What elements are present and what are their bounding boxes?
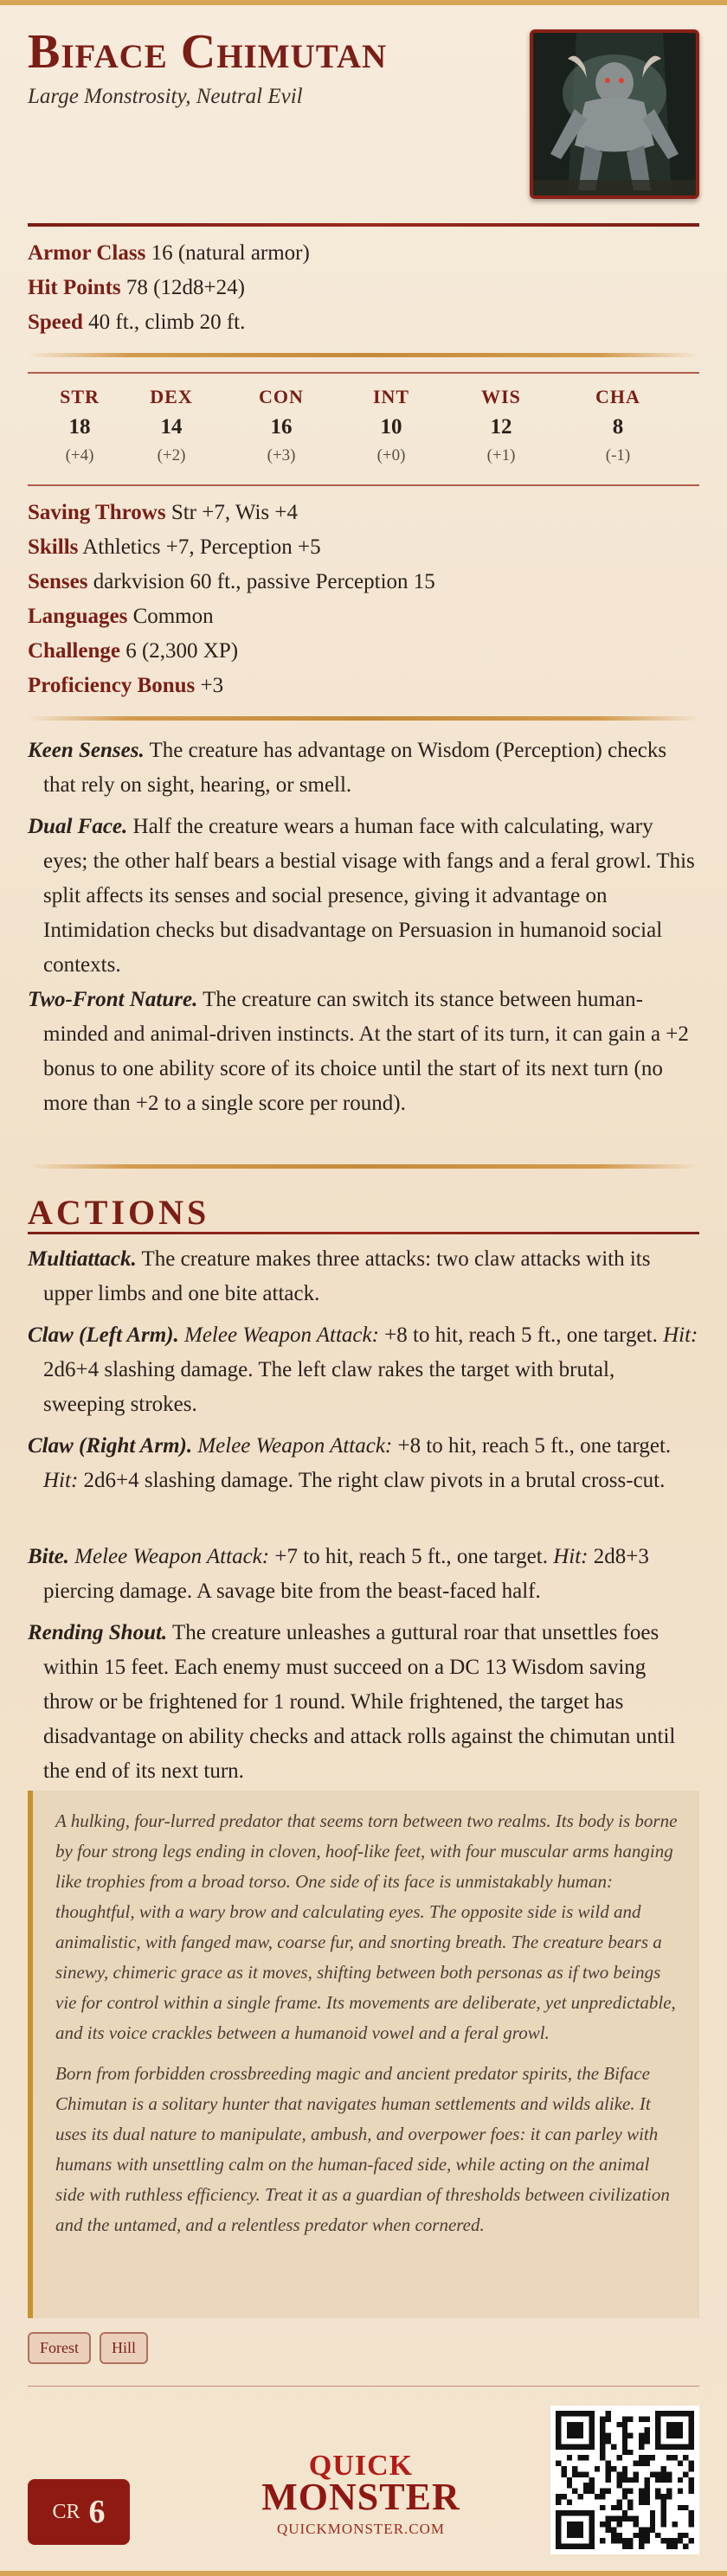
trait-text: The creature can switch its stance between human-minded and animal-driven instincts. At the start of its turn, it can gain a +2 bonus to one ability score of its choice until the start of its next turn (no more than +2 to a single score per round).	[43, 988, 689, 1115]
skills	[28, 535, 321, 561]
action-name: Claw (Left Arm).	[28, 1323, 179, 1347]
ability-name: WIS	[481, 386, 521, 407]
divider	[28, 716, 699, 721]
quickmonster-logo[interactable]	[244, 2450, 478, 2538]
ability-name: STR	[60, 386, 100, 407]
ability-modifier: (+4)	[65, 446, 94, 465]
actions-divider	[28, 1232, 699, 1234]
ability-score: 18	[68, 415, 91, 439]
ability-score: 10	[380, 415, 402, 439]
senses-value: darkvision 60 ft., passive Perception 15	[93, 570, 435, 593]
trait-name: Dual Face.	[28, 815, 128, 838]
challenge-label: Challenge	[28, 639, 120, 663]
action-multiattack	[28, 1242, 699, 1311]
trait-dual-face	[28, 810, 699, 983]
qr-code-image	[556, 2411, 694, 2549]
ability-str	[28, 386, 132, 465]
lore-box	[28, 1791, 699, 2318]
action-name: Bite.	[28, 1545, 69, 1568]
trait-two-front-nature	[28, 983, 699, 1121]
saving-throws	[28, 500, 298, 526]
cr-label: CR	[52, 2500, 80, 2523]
tag-hill[interactable]: Hill	[100, 2332, 148, 2364]
ability-top-line	[28, 372, 699, 374]
logo-line1: QUICK	[308, 2450, 414, 2482]
action-name: Rending Shout.	[28, 1621, 168, 1644]
languages	[28, 604, 214, 630]
ability-cha	[566, 386, 670, 465]
ability-bottom-line	[28, 484, 699, 486]
senses-label: Senses	[28, 570, 88, 593]
ability-score: 16	[270, 415, 293, 439]
action-damage: 2d6+4 slashing damage. The left claw rakes the target with brutal, sweeping strokes.	[43, 1358, 615, 1416]
ability-name: INT	[372, 386, 410, 407]
actions-heading: ACTIONS	[28, 1193, 210, 1232]
monster-type: Large Monstrosity, Neutral Evil	[28, 85, 303, 108]
languages-label: Languages	[28, 605, 128, 628]
ability-name: CON	[259, 386, 304, 407]
hit-label: Hit:	[663, 1323, 698, 1347]
ability-modifier: (+2)	[157, 446, 186, 465]
ability-modifier: (+0)	[376, 446, 406, 465]
environment-tags	[28, 2332, 157, 2364]
ability-score: 12	[490, 415, 512, 439]
trait-name: Two-Front Nature.	[28, 988, 198, 1011]
attack-type: Melee Weapon Attack:	[192, 1434, 393, 1458]
trait-name: Keen Senses.	[28, 739, 145, 762]
footer-divider	[28, 2386, 699, 2387]
ability-scores	[28, 386, 699, 474]
attack-type: Melee Weapon Attack:	[178, 1323, 379, 1347]
hit-label: Hit:	[553, 1545, 589, 1568]
divider	[28, 353, 699, 357]
challenge	[28, 638, 238, 664]
action-claw-left	[28, 1318, 699, 1422]
armor-class-label: Armor Class	[28, 241, 146, 265]
trait-text: Half the creature wears a human face with calculating, wary eyes; the other half bears a bestial visage with fangs and a feral growl. This split affects its senses and social presence, giving it advantage on Intimidation checks but disadvantage on Persuasion in humanoid social contexts.	[43, 815, 695, 977]
action-claw-right	[28, 1429, 699, 1498]
action-damage: 2d6+4 slashing damage. The right claw pivots in a brutal cross-cut.	[78, 1469, 666, 1492]
ability-name: CHA	[595, 386, 640, 407]
monster-name: Biface Chimutan	[28, 25, 388, 79]
trait-text: The creature has advantage on Wisdom (Perception) checks that rely on sight, hearing, or smell.	[43, 739, 667, 797]
hit-points-label: Hit Points	[28, 276, 121, 299]
qr-code[interactable]	[550, 2406, 699, 2554]
portrait-image	[533, 33, 696, 195]
ability-score: 14	[160, 415, 183, 439]
action-name: Multiattack.	[28, 1247, 137, 1271]
action-bite	[28, 1540, 699, 1609]
action-text: The creature makes three attacks: two claw attacks with its upper limbs and one bite attack.	[43, 1247, 651, 1305]
action-rending-shout	[28, 1616, 699, 1789]
saving-throws-label: Saving Throws	[28, 501, 166, 524]
action-text: +7 to hit, reach 5 ft., one target.	[269, 1545, 554, 1568]
action-text: +8 to hit, reach 5 ft., one target.	[378, 1323, 664, 1347]
armor-class	[28, 240, 310, 266]
ability-dex	[119, 386, 223, 465]
ability-name: DEX	[150, 386, 193, 407]
ability-modifier: (+1)	[486, 446, 516, 465]
action-damage: 2d8+3 piercing damage. A savage bite from the beast-faced half.	[43, 1545, 649, 1603]
logo-line2: MONSTER	[261, 2476, 460, 2518]
hit-points	[28, 275, 245, 301]
attack-type: Melee Weapon Attack:	[68, 1545, 270, 1568]
action-text: +8 to hit, reach 5 ft., one target.	[392, 1434, 672, 1458]
monster-portrait[interactable]	[530, 29, 699, 199]
cr-value: 6	[88, 2494, 106, 2530]
hit-points-value: 78 (12d8+24)	[125, 276, 245, 299]
ability-modifier: (-1)	[605, 446, 631, 465]
lore-paragraph: A hulking, four-lurred predator that seems torn between two realms. Its body is borne by four strong legs ending in cloven, hoof-like feet, with four muscular arms hanging like trophies from a broad torso. One side of its face is unmistakably human: thoughtful, with a wary brow and calculating eyes. The opposite side is wild and animalistic, with fanged maw, coarse fur, and snorting breath. The creature bears a sinewy, chimeric grace as it moves, shifting between both personas as if two beings vie for control within a single frame. Its movements are deliberate, yet unpredictable, and its voice crackles between a humanoid vowel and a feral growl.	[55, 1810, 678, 2043]
action-name: Claw (Right Arm).	[28, 1434, 193, 1458]
challenge-value: 6 (2,300 XP)	[125, 639, 239, 663]
trait-keen-senses	[28, 734, 699, 803]
ability-int	[339, 386, 443, 465]
proficiency-bonus	[28, 673, 223, 699]
lore-paragraph: Born from forbidden crossbreeding magic and ancient predator spirits, the Biface Chimutan is a solitary hunter that navigates human settlements and wilds alike. It uses its dual nature to manipulate, ambush, and overpower foes: it can parley with humans with unsettling calm on the human-faced side, while acting on the animal side with ruthless efficiency. Treat it as a guardian of thresholds between civilization and the untamed, and a relentless predator when cornered.	[55, 2063, 670, 2235]
speed	[28, 310, 245, 336]
armor-class-value: 16 (natural armor)	[151, 241, 310, 265]
proficiency-bonus-value: +3	[200, 674, 224, 697]
action-text: The creature unleashes a guttural roar that unsettles foes within 15 feet. Each enemy must succeed on a DC 13 Wisdom saving throw or be frightened for 1 round. While frightened, the target has disadvantage on ability checks and attack rolls against the chimutan until the end of its next turn.	[43, 1621, 676, 1783]
ability-score: 8	[612, 415, 624, 439]
senses	[28, 569, 435, 595]
languages-value: Common	[132, 605, 214, 628]
ability-modifier: (+3)	[267, 446, 296, 465]
ability-wis	[449, 386, 553, 465]
skills-label: Skills	[28, 535, 79, 559]
header-divider	[28, 223, 699, 227]
tag-forest[interactable]: Forest	[28, 2332, 91, 2364]
proficiency-bonus-label: Proficiency Bonus	[28, 674, 196, 697]
speed-value: 40 ft., climb 20 ft.	[88, 311, 246, 334]
saving-throws-value: Str +7, Wis +4	[170, 501, 299, 524]
divider	[28, 1164, 699, 1169]
hit-label: Hit:	[43, 1469, 79, 1492]
cr-badge	[28, 2479, 130, 2545]
skills-value: Athletics +7, Perception +5	[82, 535, 321, 559]
speed-label: Speed	[28, 311, 83, 334]
site-url[interactable]: QUICKMONSTER.COM	[276, 2521, 446, 2537]
ability-con	[229, 386, 333, 465]
